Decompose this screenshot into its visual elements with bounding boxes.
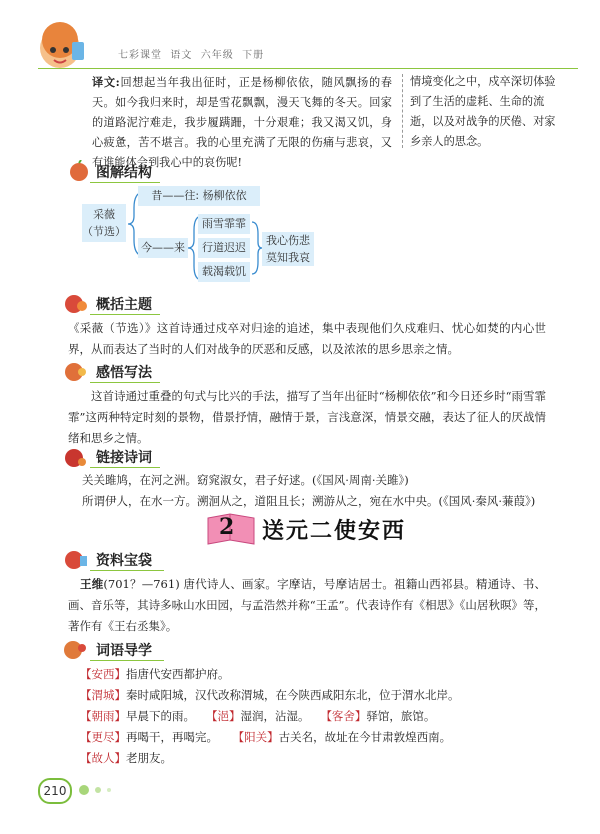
section-title-vocab: 词语导学	[96, 643, 152, 659]
vocab-def: 古关名，故址在今甘肃敦煌西南。	[278, 730, 452, 744]
decor-dots	[78, 784, 118, 796]
material-text	[68, 574, 546, 637]
vocab-line	[80, 748, 172, 769]
material-bio: (701？—761) 唐代诗人、画家。字摩诘，号摩诘居士。祖籍山西祁县。精通诗、书、画、音乐等，其诗多咏山水田园，与孟浩然并称“王孟”。代表诗作有《相思》《山居秋暝》等，著作有《王右丞集》。	[68, 577, 547, 633]
section-title-theme: 概括主题	[96, 297, 152, 313]
vocab-def: 秦时咸阳城，汉代改称渭城，在今陕西咸阳东北，位于渭水北岸。	[126, 688, 460, 702]
fruit-basket-icon	[62, 638, 88, 660]
material-name: 王维	[80, 577, 104, 591]
translation-left: 译文:回想起当年我出征时，正是杨柳依依，随风飘扬的春天。如今我归来时，却是雪花飘飘，漫天飞舞的冬天。回家的道路泥泞难走，我步履蹒跚，十分艰难；我又渴又饥，身心疲惫，苦不堪言。我的心里充满了无限的伤痛与悲哀，又有谁能体会到我心中的哀伤呢!	[92, 75, 392, 169]
mascot-icon	[30, 18, 88, 74]
vocab-def: 湿润，沾湿。	[240, 709, 310, 723]
vocab-line	[80, 685, 460, 706]
diagram-root: 采薇 （节选）	[82, 204, 126, 242]
diagram-past: 昔——往: 杨柳依依	[138, 186, 260, 206]
diagram-item: 载渴载饥	[198, 262, 250, 282]
diagram-item: 行道迟迟	[198, 238, 250, 258]
section-underline	[90, 660, 164, 661]
page-number: 210	[38, 778, 72, 804]
lesson-title: 送元二使安西	[262, 519, 407, 544]
vocab-def: 早晨下的雨。	[126, 709, 195, 723]
section-underline	[90, 182, 160, 183]
theme-text: 《采薇（节选）》这首诗通过戍卒对归途的追述，集中表现他们久戍难归、忧心如焚的内心世界，从而表达了当时的人们对战争的厌恶和反感，以及浓浓的思乡思亲之情。	[68, 321, 546, 356]
vocab-term: 【更尽】	[80, 730, 126, 744]
translation-right: 情境变化之中，戍卒深切体验到了生活的虚耗、生命的流逝，以及对战争的厌倦、对家乡亲人的思念。	[410, 75, 556, 148]
section-title-writing: 感悟写法	[96, 365, 152, 381]
section-title-link: 链接诗词	[96, 450, 152, 466]
vocab-line	[80, 706, 435, 727]
vocab-def: 老朋友。	[126, 751, 172, 765]
header-text: 七彩课堂 语文 六年级 下册	[118, 50, 265, 61]
divider	[402, 74, 403, 148]
vocab-term: 【浥】	[205, 709, 241, 723]
fruit-icon	[62, 360, 88, 382]
diagram-item: 雨雪霏霏	[198, 214, 250, 234]
section-underline	[90, 382, 160, 383]
bag-icon	[62, 548, 88, 570]
section-underline	[90, 467, 160, 468]
vocab-term: 【阳关】	[232, 730, 279, 744]
writing-text: 这首诗通过重叠的句式与比兴的手法，描写了当年出征时“杨柳依依”和今日还乡时“雨雪霏霏”这两种特定时刻的景物，借景抒情，融情于景，言浅意深，情景交融，表达了征人的厌战情绪和思乡之情。	[68, 389, 546, 445]
diagram-emotion: 我心伤悲 莫知我哀	[262, 232, 314, 266]
vocab-term: 【故人】	[80, 751, 126, 765]
vocab-term: 【渭城】	[80, 688, 126, 702]
link-line: 关关雎鸠，在河之洲。窈窕淑女，君子好逑。(《国风·周南·关雎》)	[82, 473, 409, 487]
diagram-now: 今——来	[138, 238, 188, 258]
lesson-number: 2	[219, 514, 235, 540]
section-underline	[90, 314, 160, 315]
link-line: 所谓伊人，在水一方。溯洄从之，道阻且长；溯游从之，宛在水中央。(《国风·秦风·蒹葭》)	[82, 494, 536, 508]
section-underline	[90, 570, 164, 571]
strawberry-icon	[62, 446, 88, 468]
vocab-term: 【朝雨】	[80, 709, 126, 723]
vocab-line	[80, 664, 230, 685]
vocab-term: 【客舍】	[320, 709, 367, 723]
section-title-structure: 图解结构	[96, 165, 152, 181]
vocab-def: 指唐代安西都护府。	[126, 667, 230, 681]
vocab-def: 再喝干，再喝完。	[126, 730, 218, 744]
section-title-material: 资料宝袋	[96, 553, 152, 569]
apple-icon	[66, 160, 92, 182]
pomegranate-icon	[62, 292, 88, 314]
vocab-def: 驿馆，旅馆。	[366, 709, 436, 723]
vocab-term: 【安西】	[80, 667, 126, 681]
vocab-line	[80, 727, 451, 748]
